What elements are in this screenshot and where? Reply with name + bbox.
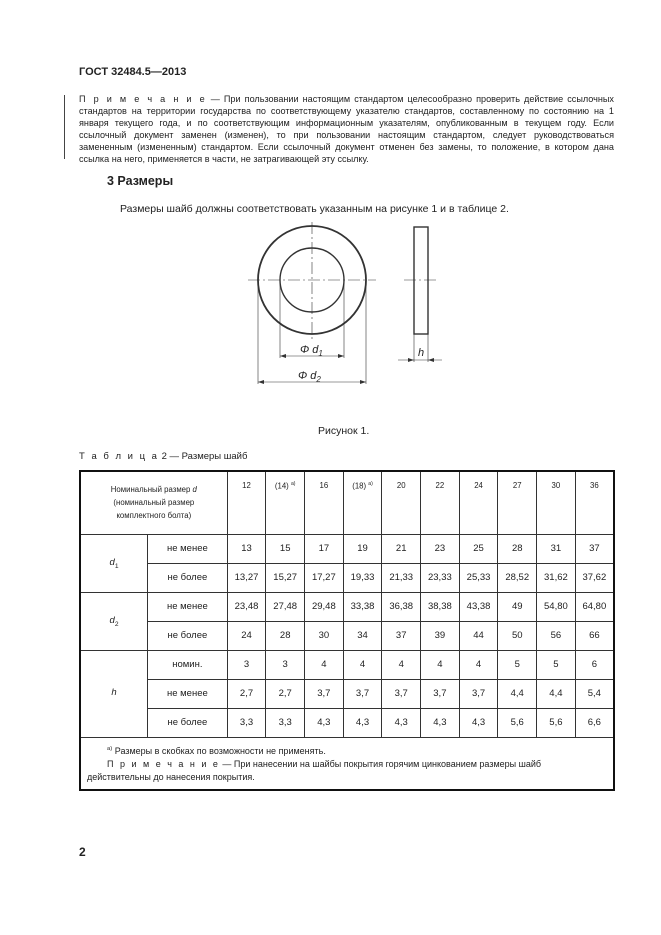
param-symbol: d: [109, 556, 115, 568]
param-symbol: h: [111, 687, 117, 699]
figure-caption: Рисунок 1.: [318, 425, 370, 437]
table-cell: 5: [537, 650, 576, 679]
table-header-row: [80, 471, 614, 534]
table-cell: 27,48: [266, 592, 305, 621]
table-cell: 23,33: [421, 563, 460, 592]
size-cell: 22: [421, 471, 460, 534]
table-row: [80, 621, 614, 650]
h-label: h: [418, 347, 425, 359]
table-cell: 31: [537, 534, 576, 563]
table-cell: 4: [459, 650, 498, 679]
table-cell: 13: [227, 534, 266, 563]
table-cell: 28: [266, 621, 305, 650]
table-cell: 4: [305, 650, 344, 679]
table-row: [80, 592, 614, 621]
table-row: [80, 563, 614, 592]
table-cell: 25: [459, 534, 498, 563]
table-cell: 49: [498, 592, 537, 621]
size-cell: 36: [575, 471, 614, 534]
table-cell: 3,3: [266, 708, 305, 737]
header-line-3: комплектного болта): [116, 511, 192, 521]
table-cell: 28,52: [498, 563, 537, 592]
size-cell: 16: [305, 471, 344, 534]
table-cell: 3,7: [382, 679, 421, 708]
table-cell: 4,3: [305, 708, 344, 737]
table-cell: 3,7: [343, 679, 382, 708]
table-cell: 5: [498, 650, 537, 679]
row-label: не более: [148, 563, 228, 592]
table-cell: 29,48: [305, 592, 344, 621]
table-title: [79, 451, 247, 462]
row-label: не более: [148, 621, 228, 650]
table-cell: 15: [266, 534, 305, 563]
table-cell: 21: [382, 534, 421, 563]
table-cell: 4,3: [459, 708, 498, 737]
dimensions-table: [79, 470, 615, 791]
table-cell: 28: [498, 534, 537, 563]
table-cell: 33,38: [343, 592, 382, 621]
header-line-1: Номинальный размер: [110, 485, 193, 495]
table-cell: 23,48: [227, 592, 266, 621]
d2-sub: 2: [316, 375, 321, 384]
table-cell: 17: [305, 534, 344, 563]
table-cell: 37,62: [575, 563, 614, 592]
table-cell: 4,3: [382, 708, 421, 737]
param-name: [80, 592, 148, 650]
row-label: не менее: [148, 679, 228, 708]
table-cell: 4: [421, 650, 460, 679]
table-cell: 4,4: [537, 679, 576, 708]
table-cell: 3,7: [421, 679, 460, 708]
param-subscript: 2: [114, 620, 119, 628]
size-cell: 27: [498, 471, 537, 534]
d1-sub: 1: [318, 349, 323, 358]
table-cell: 6: [575, 650, 614, 679]
footnote-mark: а): [368, 481, 373, 487]
row-label: не менее: [148, 592, 228, 621]
footnote-mark: а): [107, 745, 113, 752]
svg-text:Φ d1: [300, 344, 323, 358]
header-label: [80, 471, 227, 534]
table-cell: 3: [227, 650, 266, 679]
table-cell: 23: [421, 534, 460, 563]
d2-label: Φ d: [298, 370, 317, 382]
size-cell: 12: [227, 471, 266, 534]
table-cell: 25,33: [459, 563, 498, 592]
size-value: (14): [274, 481, 289, 491]
size-cell: 30: [537, 471, 576, 534]
washer-drawing: [230, 222, 460, 392]
table-cell: 50: [498, 621, 537, 650]
table-cell: 21,33: [382, 563, 421, 592]
table-cell: 5,4: [575, 679, 614, 708]
table-cell: 15,27: [266, 563, 305, 592]
reference-note: [79, 93, 614, 165]
note-label: П р и м е ч а н и е: [79, 94, 207, 104]
table-title-text: 2 — Размеры шайб: [161, 451, 248, 462]
table-cell: 17,27: [305, 563, 344, 592]
table-cell: 4,4: [498, 679, 537, 708]
table-cell: 3: [266, 650, 305, 679]
size-cell: 20: [382, 471, 421, 534]
svg-text:Φ d2: [298, 370, 321, 384]
table-cell: 4,3: [343, 708, 382, 737]
param-subscript: 1: [114, 562, 119, 570]
table-row: [80, 534, 614, 563]
table-cell: 19,33: [343, 563, 382, 592]
table-cell: 36,38: [382, 592, 421, 621]
size-value: (18): [352, 481, 367, 491]
note-text: — При пользовании настоящим стандартом целесообразно проверить действие ссылочных стандартов на территории государства по соответствующему указателю стандартов, составленному по состоянию на 1 января текущего года, и по соответствующим информационным указателям, опубликованным в текущем году. Если ссылочный документ заменен (изменен), то при пользовании настоящим стандартом, следует руководствоваться замененным (измененным) стандартом. Если ссылочный документ отменен без замены, то положение, в котором дана ссылка на него, применяется в части, не затрагивающей эту ссылку.: [79, 94, 614, 164]
param-name: [80, 650, 148, 737]
table-cell: 6,6: [575, 708, 614, 737]
table-cell: 13,27: [227, 563, 266, 592]
header-line-2: (номинальный размер: [113, 498, 195, 508]
table-title-label: Т а б л и ц а: [79, 451, 159, 462]
table-cell: 34: [343, 621, 382, 650]
table-cell: 56: [537, 621, 576, 650]
size-cell: [266, 471, 305, 534]
table-cell: 38,38: [421, 592, 460, 621]
param-symbol: d: [109, 614, 115, 626]
table-cell: 4: [343, 650, 382, 679]
table-cell: 2,7: [227, 679, 266, 708]
row-label: не менее: [148, 534, 228, 563]
table-cell: 39: [421, 621, 460, 650]
d1-label: Φ d: [300, 344, 319, 356]
table-cell: 4,3: [421, 708, 460, 737]
table-cell: 43,38: [459, 592, 498, 621]
table-cell: 44: [459, 621, 498, 650]
table-cell: 37: [575, 534, 614, 563]
table-footer-row: [80, 737, 614, 790]
table-note-text: — При нанесении на шайбы покрытия горячим цинкованием размеры шайб действительны до нанесения покрытия.: [87, 758, 542, 782]
table-cell: 54,80: [537, 592, 576, 621]
table-cell: 31,62: [537, 563, 576, 592]
change-bar: [64, 95, 65, 159]
table-cell: 3,3: [227, 708, 266, 737]
param-name: [80, 534, 148, 592]
section-intro: Размеры шайб должны соответствовать указанным на рисунке 1 и в таблице 2.: [120, 203, 509, 215]
table-cell: 66: [575, 621, 614, 650]
header-d: d: [192, 485, 197, 495]
standard-header: ГОСТ 32484.5—2013: [79, 66, 187, 78]
table-cell: 24: [227, 621, 266, 650]
size-cell: [343, 471, 382, 534]
page-number: 2: [79, 845, 86, 859]
table-row: [80, 708, 614, 737]
table-cell: 30: [305, 621, 344, 650]
table-row: [80, 679, 614, 708]
footnote-text: Размеры в скобках по возможности не применять.: [114, 745, 326, 756]
table-cell: 3,7: [459, 679, 498, 708]
table-cell: 37: [382, 621, 421, 650]
table-note-label: П р и м е ч а н и е: [107, 758, 220, 769]
table-cell: 5,6: [537, 708, 576, 737]
footnote-mark: а): [290, 481, 296, 487]
table-row: [80, 650, 614, 679]
table-cell: 4: [382, 650, 421, 679]
table-cell: 2,7: [266, 679, 305, 708]
table-footnote: [80, 737, 614, 790]
table-cell: 64,80: [575, 592, 614, 621]
table-cell: 19: [343, 534, 382, 563]
row-label: номин.: [148, 650, 228, 679]
section-title: 3 Размеры: [107, 174, 174, 188]
table-cell: 3,7: [305, 679, 344, 708]
size-cell: 24: [459, 471, 498, 534]
row-label: не более: [148, 708, 228, 737]
table-body: [80, 534, 614, 737]
table-cell: 5,6: [498, 708, 537, 737]
washer-side-view: [414, 227, 428, 334]
